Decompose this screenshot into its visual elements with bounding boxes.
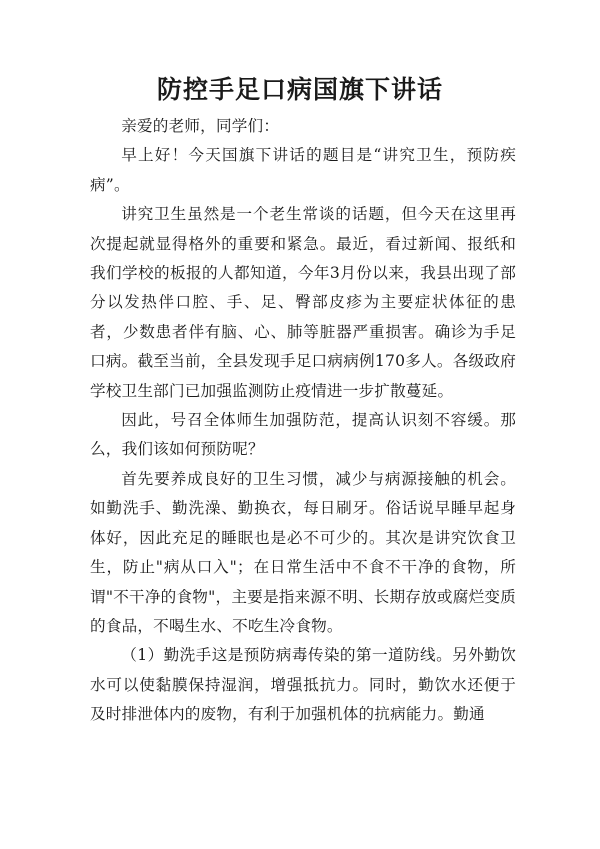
document-body (90, 112, 516, 730)
handwashing-paragraph: （1）勤洗手这是预防病毒传染的第一道防线。另外勤饮水可以使黏膜保持湿润，增强抵抗力。同时，勤饮水还便于及时排泄体内的废物，有利于加强机体的抗病能力。勤通 (90, 646, 516, 724)
salutation-paragraph: 亲爱的老师，同学们： (121, 117, 280, 135)
greeting-paragraph: 早上好！今天国旗下讲话的题目是“讲究卫生，预防疾病”。 (90, 146, 516, 194)
call-to-action-paragraph: 因此，号召全体师生加强防范，提高认识刻不容缓。那么，我们该如何预防呢？ (90, 411, 516, 459)
hygiene-habits-paragraph: 首先要养成良好的卫生习惯，减少与病源接触的机会。如勤洗手、勤洗澡、勤换衣，每日刷牙。俗话说早睡早起身体好，因此充足的睡眠也是必不可少的。其次是讲究饮食卫生，防止"病从口入"；在日常生活中不食不干净的食物，所谓"不干净的食物"，主要是指来源不明、长期存放或腐烂变质的食品，不喝生水、不吃生冷食物。 (90, 469, 516, 635)
document-title: 防控手足口病国旗下讲话 (156, 75, 443, 104)
background-paragraph: 讲究卫生虽然是一个老生常谈的话题，但今天在这里再次提起就显得格外的重要和紧急。最近，看过新闻、报纸和我们学校的板报的人都知道，今年3月份以来，我县出现了部分以发热伴口腔、手、足、臀部皮疹为主要症状体征的患者，少数患者伴有脑、心、肺等脏器严重损害。确诊为手足口病。截至当前，全县发现手足口病病例170多人。各级政府学校卫生部门已加强监测防止疫情进一步扩散蔓延。 (90, 205, 516, 400)
